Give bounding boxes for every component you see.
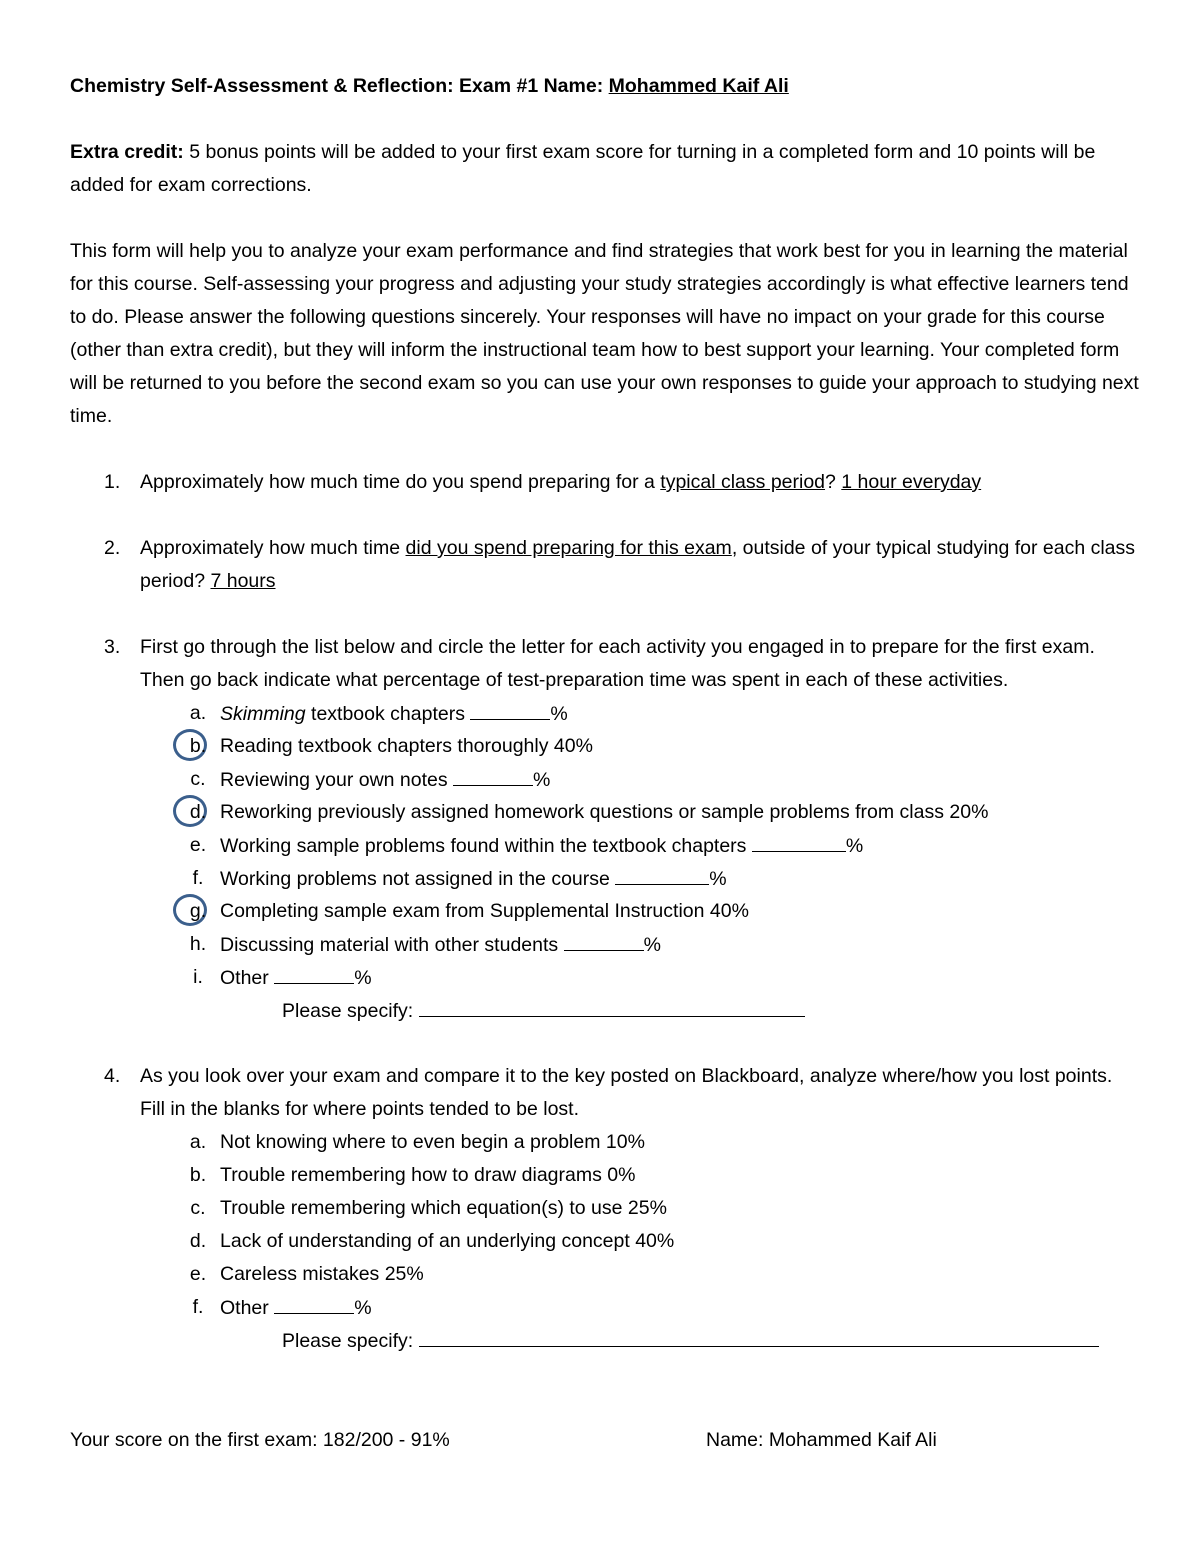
question-1: 1. Approximately how much time do you spend preparing for a typical class period? 1 hour everyday [70, 466, 1140, 499]
blank-line [419, 1324, 1099, 1347]
extra-credit-label: Extra credit: [70, 141, 184, 163]
question-number: 4. [104, 1065, 121, 1087]
loss-item: a. Not knowing where to even begin a problem 10% [189, 1131, 645, 1153]
activity-item: f. Working problems not assigned in the course % [70, 862, 1140, 895]
activity-item: c. Reviewing your own notes % [70, 763, 1140, 796]
activity-item: e. Working sample problems found within the textbook chapters % [70, 829, 1140, 862]
loss-item: c. Trouble remembering which equation(s) to use 25% [190, 1197, 667, 1219]
activity-item: g. Completing sample exam from Supplemental Instruction 40% [70, 895, 1140, 928]
loss-item: f. Other % [70, 1291, 1140, 1324]
loss-item: b. Trouble remembering how to draw diagrams 0% [189, 1164, 636, 1186]
activity-percent: 40% [709, 900, 749, 922]
loss-item: d. Lack of understanding of an underlying concept 40% [189, 1230, 675, 1252]
activity-item: b. Reading textbook chapters thoroughly 40% [70, 730, 1140, 763]
question-4: 4. As you look over your exam and compare it to the key posted on Blackboard, analyze where/how you lost points. Fill in the blanks for where points tended to be lost. [70, 1060, 1140, 1126]
question-emphasis: typical class period [660, 471, 826, 493]
specify-line: Please specify: [70, 994, 1140, 1027]
activity-item: h. Discussing material with other students % [70, 928, 1140, 961]
blank-line [419, 994, 805, 1017]
blank-line [470, 697, 550, 720]
activity-item: i. Other % [70, 961, 1140, 994]
question-2: 2. Approximately how much time did you spend preparing for this exam, outside of your typical studying for each class period? 7 hours [70, 532, 1140, 598]
question-number: 1. [104, 471, 121, 493]
activity-percent: 20% [949, 801, 989, 823]
student-name: Mohammed Kaif Ali [608, 75, 789, 97]
extra-credit-paragraph [70, 136, 1140, 202]
page-title: Chemistry Self-Assessment & Reflection: Exam #1 Name: Mohammed Kaif Ali [70, 75, 789, 97]
footer-name: Name: Mohammed Kaif Ali [706, 1429, 937, 1451]
footer [70, 1424, 1140, 1457]
intro-paragraph: This form will help you to analyze your exam performance and find strategies that work best for you in learning the material for this course. Self-assessing your progress and adjusting your study strategies accordingly is what effective learners tend to do. Please answer the following questions sincerely. Your responses will have no impact on your grade for this course (other than extra credit), but they will inform the instructional team how to best support your learning. Your completed form will be returned to you before the second exam so you can use your own responses to guide your approach to studying next time. [70, 240, 1139, 427]
score-value: 182/200 - 91% [322, 1429, 450, 1451]
extra-credit-text: 5 bonus points will be added to your first exam score for turning in a completed form and 10 points will be added for exam corrections. [70, 141, 1096, 196]
blank-line [274, 961, 354, 984]
specify-line: Please specify: [70, 1324, 1140, 1357]
document-page [70, 70, 1140, 1357]
activity-item: a. Skimming textbook chapters % [70, 697, 1140, 730]
loss-item: e. Careless mistakes 25% [189, 1263, 424, 1285]
score-label: Your score on the first exam: [70, 1429, 323, 1451]
answer-text: 1 hour everyday [841, 471, 982, 493]
activity-item: d. Reworking previously assigned homework questions or sample problems from class 20% [70, 796, 1140, 829]
blank-line [752, 829, 846, 852]
question-3: 3. First go through the list below and circle the letter for each activity you engaged in to prepare for the first exam. Then go back indicate what percentage of test-preparation time was spent in each of these activities. [70, 631, 1140, 697]
blank-line [453, 763, 533, 786]
blank-line [615, 862, 709, 885]
question-number: 3. [104, 636, 121, 658]
question-number: 2. [104, 537, 121, 559]
answer-text: 7 hours [210, 570, 276, 592]
activity-percent: 40% [553, 735, 593, 757]
question-emphasis: did you spend preparing for this exam [405, 537, 732, 559]
blank-line [274, 1291, 354, 1314]
blank-line [564, 928, 644, 951]
